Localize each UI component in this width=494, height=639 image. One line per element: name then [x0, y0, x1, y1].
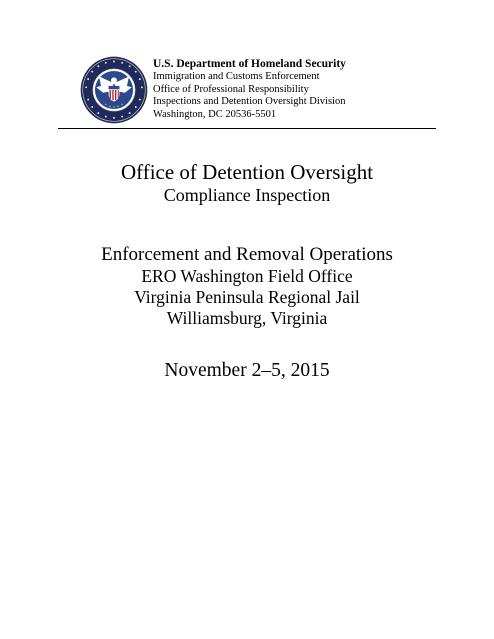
facility-line-2: ERO Washington Field Office — [141, 266, 353, 286]
facility-block — [0, 244, 494, 329]
letterhead-line: Immigration and Customs Enforcement — [153, 71, 320, 82]
header-divider — [58, 128, 436, 129]
inspection-date: November 2–5, 2015 — [164, 360, 330, 381]
letterhead — [153, 58, 453, 121]
facility-line-3: Virginia Peninsula Regional Jail — [134, 287, 360, 307]
letterhead-line: Office of Professional Responsibility — [153, 83, 309, 95]
title-line-2: Compliance Inspection — [163, 185, 331, 205]
letterhead-line: Inspections and Detention Oversight Division — [153, 96, 346, 108]
facility-line-1: Enforcement and Removal Operations — [101, 244, 393, 265]
report-title — [0, 160, 494, 206]
facility-line-4: Williamsburg, Virginia — [166, 308, 328, 328]
title-line-1: Office of Detention Oversight — [120, 160, 374, 184]
department-name: U.S. Department of Homeland Security — [153, 58, 346, 70]
dhs-seal-icon — [80, 56, 148, 124]
letterhead-address: Washington, DC 20536-5501 — [153, 108, 277, 120]
